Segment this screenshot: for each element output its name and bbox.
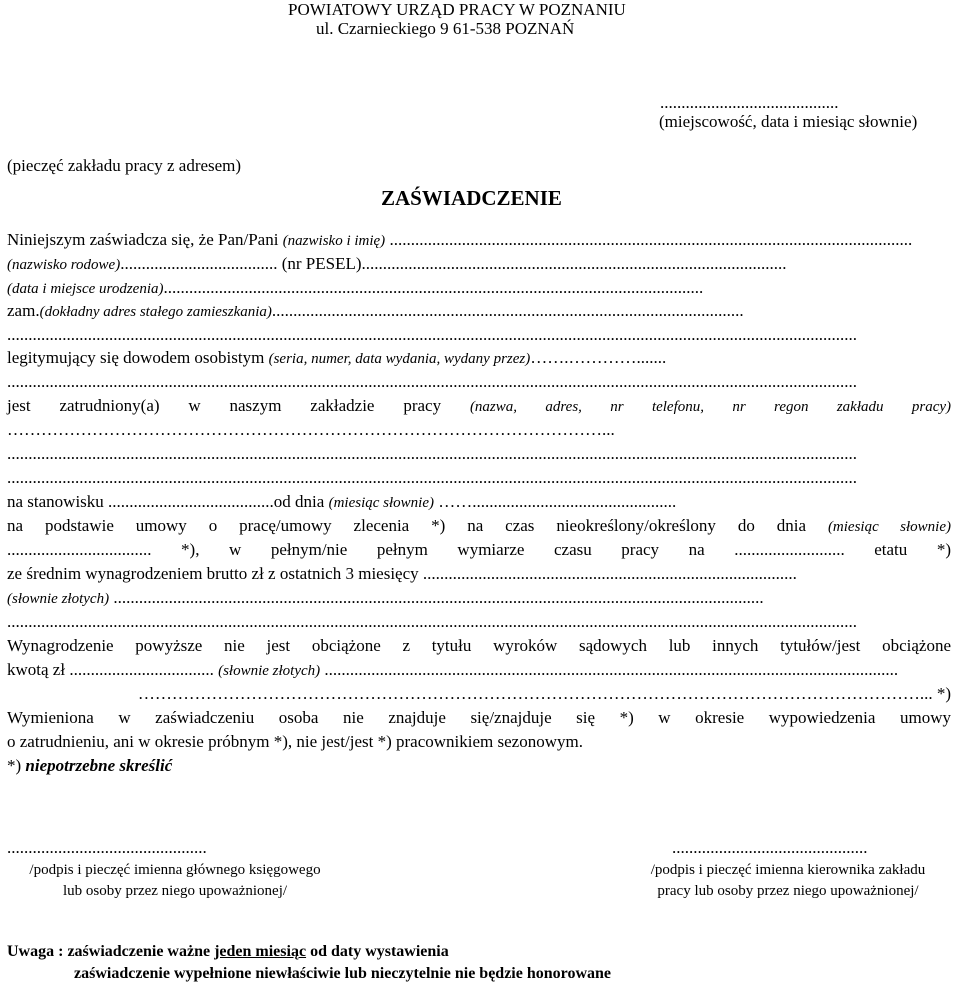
line-notice: Wymieniona w zaświadczeniu osoba nie znajduje się/znajduje się *) w okresie wypowiedzenia umowy — [7, 708, 951, 727]
signature-left-label: /podpis i pieczęć imienna głównego księgowego lub osoby przez niego upoważnionej/ — [29, 862, 321, 899]
line-salary-cont: ........................................................................................................................................................................................................ — [7, 612, 857, 631]
footer-warning: zaświadczenie wypełnione niewłaściwie lub nieczytelnie nie będzie honorowane — [74, 965, 612, 982]
line-salary: ze średnim wynagrodzeniem brutto zł z ostatnich 3 miesięcy ........................................................................................ — [7, 564, 797, 583]
line-address-cont: ........................................................................................................................................................................................................ — [7, 325, 857, 344]
line-workload: .................................. *), w pełnym/nie pełnym wymiarze czasu pracy na .......................... etatu *) — [7, 540, 951, 559]
line-garnish: Wynagrodzenie powyższe nie jest obciążone z tytułu wyroków sądowych lub innych tytułów/jest obciążone — [7, 636, 951, 655]
line-name: Niniejszym zaświadcza się, że Pan/Pani (nazwisko i imię) ........................................................................................................................... — [7, 230, 913, 249]
footer-note: Uwaga : zaświadczenie ważne jeden miesiąc od daty wystawienia — [7, 943, 449, 960]
line-contract: na podstawie umowy o pracę/umowy zlecenia *) na czas nieokreślony/określony do dnia (miesiąc słownie) — [7, 516, 951, 535]
line-position: na stanowisku .......................................od dnia (miesiąc słownie) ……................................................ — [7, 492, 677, 511]
stamp-label: (pieczęć zakładu pracy z adresem) — [7, 156, 242, 175]
office-name: POWIATOWY URZĄD PRACY W POZNANIU — [288, 0, 626, 19]
signature-right-dots: .............................................. — [672, 838, 868, 857]
line-garnish-cont: …………………………………………………………………………………………………………………………... *) — [137, 684, 951, 703]
line-notice-cont: o zatrudnieniu, ani w okresie próbnym *), nie jest/jest *) pracownikiem sezonowym. — [7, 732, 583, 751]
line-employer-cont2: ........................................................................................................................................................................................................ — [7, 444, 857, 463]
place-date-label: (miejscowość, data i miesiąc słownie) — [659, 112, 918, 131]
signature-right-label: /podpis i pieczęć imienna kierownika zakładu pracy lub osoby przez niego upoważnionej/ — [650, 862, 926, 899]
line-address: zam.(dokładny adres stałego zamieszkania)............................................................................................................... — [7, 301, 744, 320]
line-id-cont: ........................................................................................................................................................................................................ — [7, 372, 857, 391]
line-employer-cont3: ........................................................................................................................................................................................................ — [7, 468, 857, 487]
place-date-dots: .......................................... — [660, 93, 839, 112]
line-maiden-pesel: (nazwisko rodowe)..................................... (nr PESEL).................................................................................................... — [7, 254, 787, 273]
line-id-card: legitymujący się dowodem osobistym (seria, numer, data wydania, wydany przez)…….…………....... — [7, 348, 667, 367]
line-garnish-amount: kwotą zł .................................. (słownie złotych) ....................................................................................................................................... — [7, 660, 899, 679]
signature-left-dots: ............................................... — [7, 838, 207, 857]
line-employer: jest zatrudniony(a) w naszym zakładzie pracy (nazwa, adres, nr telefonu, nr regon zakładu pracy) — [7, 396, 952, 415]
office-address: ul. Czarnieckiego 9 61-538 POZNAŃ — [316, 19, 575, 38]
line-birth: (data i miejsce urodzenia)............................................................................................................................... — [7, 278, 704, 297]
line-employer-cont1: ……………………………………………………………………………………………... — [7, 420, 615, 439]
line-salary-words: (słownie złotych) ......................................................................................................................................................... — [7, 588, 764, 607]
footnote: *) niepotrzebne skreślić — [7, 756, 173, 775]
page-title: ZAŚWIADCZENIE — [381, 186, 562, 210]
